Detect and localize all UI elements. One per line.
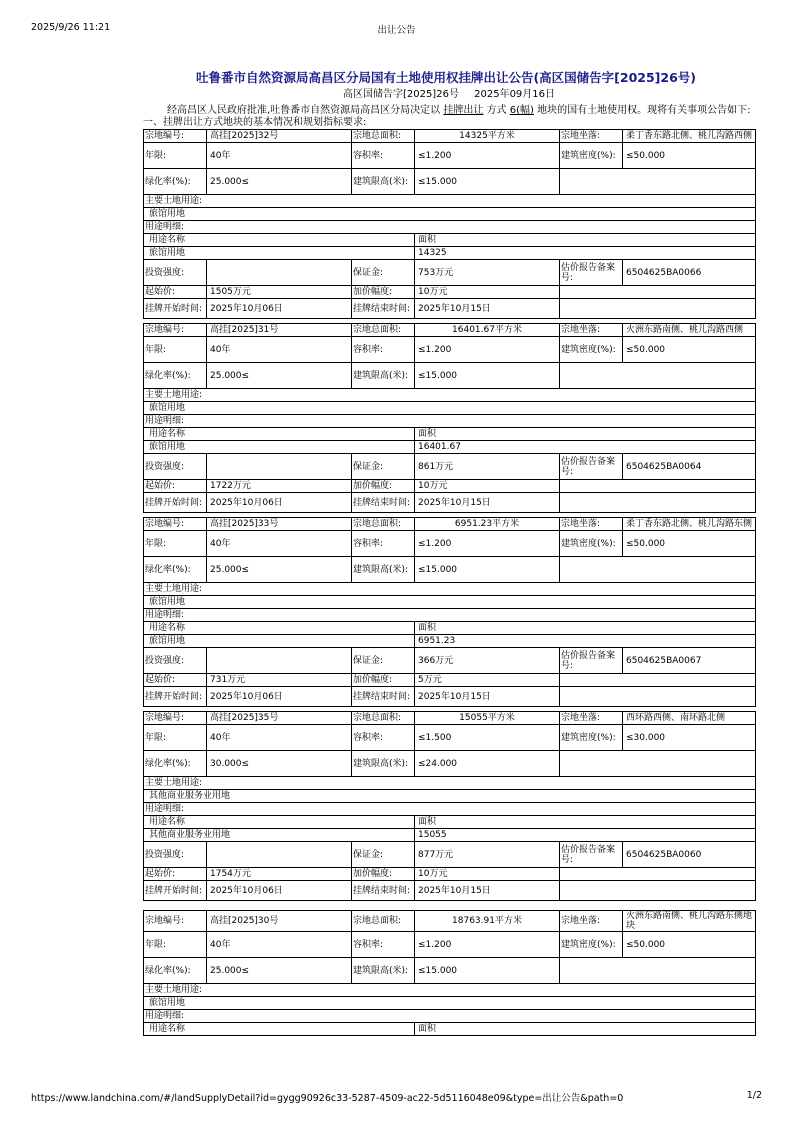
label-location: 宗地坐落: [560, 324, 623, 337]
print-datetime: 2025/9/26 11:21 [31, 22, 111, 33]
label-height: 建筑限高(米): [352, 557, 415, 583]
parcel-table [143, 129, 756, 319]
label-parcel-no: 宗地编号: [144, 911, 207, 932]
total-area: 6951.23平方米 [415, 518, 560, 531]
listing-start: 2025年10月06日 [207, 687, 352, 707]
label-total-area: 宗地总面积: [352, 911, 415, 932]
height: ≤15.000 [415, 363, 560, 389]
label-area: 面积 [415, 816, 756, 829]
main-use: 旅馆用地 [144, 997, 756, 1010]
label-appraisal: 估价报告备案号: [560, 842, 623, 868]
label-start-price: 起始价: [144, 674, 207, 687]
term: 40年 [207, 932, 352, 958]
label-parcel-no: 宗地编号: [144, 130, 207, 143]
label-location: 宗地坐落: [560, 130, 623, 143]
label-green: 绿化率(%): [144, 557, 207, 583]
label-listing-start: 挂牌开始时间: [144, 881, 207, 901]
investment [207, 842, 352, 868]
label-listing-end: 挂牌结束时间: [352, 493, 415, 513]
intro-count: 6(幅) [509, 105, 534, 116]
height: ≤15.000 [415, 169, 560, 195]
listing-end: 2025年10月15日 [415, 299, 560, 319]
label-listing-end: 挂牌结束时间: [352, 299, 415, 319]
empty-cell [560, 480, 756, 493]
appraisal: 6504625BA0060 [623, 842, 756, 868]
label-use-detail: 用途明细: [144, 609, 756, 622]
empty-cell [560, 674, 756, 687]
label-area: 面积 [415, 234, 756, 247]
page-number: 1/2 [746, 1090, 762, 1101]
label-start-price: 起始价: [144, 480, 207, 493]
investment [207, 454, 352, 480]
green: 25.000≤ [207, 557, 352, 583]
empty-cell [560, 299, 756, 319]
label-main-use: 主要土地用途: [144, 583, 756, 596]
label-area: 面积 [415, 622, 756, 635]
empty-cell [560, 687, 756, 707]
empty-cell [560, 286, 756, 299]
label-far: 容积率: [352, 531, 415, 557]
density: ≤50.000 [623, 143, 756, 169]
label-parcel-no: 宗地编号: [144, 518, 207, 531]
label-total-area: 宗地总面积: [352, 130, 415, 143]
height: ≤15.000 [415, 557, 560, 583]
label-green: 绿化率(%): [144, 751, 207, 777]
label-listing-start: 挂牌开始时间: [144, 299, 207, 319]
label-density: 建筑密度(%): [560, 932, 623, 958]
label-use-detail: 用途明细: [144, 415, 756, 428]
start-price: 1505万元 [207, 286, 352, 299]
label-increment: 加价幅度: [352, 868, 415, 881]
empty-cell [560, 557, 756, 583]
label-increment: 加价幅度: [352, 674, 415, 687]
use-area: 14325 [415, 247, 756, 260]
green: 25.000≤ [207, 363, 352, 389]
label-height: 建筑限高(米): [352, 751, 415, 777]
deposit: 366万元 [415, 648, 560, 674]
parcel-no: 高挂[2025]33号 [207, 518, 352, 531]
label-use-name: 用途名称 [144, 816, 415, 829]
parcel-table [143, 323, 756, 513]
far: ≤1.200 [415, 531, 560, 557]
parcel-table [143, 711, 756, 901]
label-use-detail: 用途明细: [144, 221, 756, 234]
far: ≤1.500 [415, 725, 560, 751]
label-height: 建筑限高(米): [352, 363, 415, 389]
label-deposit: 保证金: [352, 260, 415, 286]
label-total-area: 宗地总面积: [352, 324, 415, 337]
location: 西环路西侧、南环路北侧 [623, 712, 756, 725]
height: ≤15.000 [415, 958, 560, 984]
listing-end: 2025年10月15日 [415, 881, 560, 901]
green: 30.000≤ [207, 751, 352, 777]
location: 柔丁香东路北侧、桃儿沟路西侧 [623, 130, 756, 143]
increment: 10万元 [415, 480, 560, 493]
label-term: 年限: [144, 337, 207, 363]
print-header [0, 22, 793, 36]
appraisal: 6504625BA0066 [623, 260, 756, 286]
main-use: 旅馆用地 [144, 402, 756, 415]
deposit: 877万元 [415, 842, 560, 868]
empty-cell [560, 169, 756, 195]
total-area: 14325平方米 [415, 130, 560, 143]
start-price: 731万元 [207, 674, 352, 687]
term: 40年 [207, 725, 352, 751]
label-listing-start: 挂牌开始时间: [144, 687, 207, 707]
notice-number: 高区国储告字[2025]26号 [342, 89, 459, 100]
density: ≤30.000 [623, 725, 756, 751]
intro-text-3: 地块的国有土地使用权。现将有关事项公告如下: [537, 105, 751, 116]
label-location: 宗地坐落: [560, 911, 623, 932]
main-use: 旅馆用地 [144, 208, 756, 221]
label-deposit: 保证金: [352, 648, 415, 674]
listing-end: 2025年10月15日 [415, 687, 560, 707]
start-price: 1722万元 [207, 480, 352, 493]
use-name: 其他商业服务业用地 [144, 829, 415, 842]
label-use-name: 用途名称 [144, 1023, 415, 1036]
label-listing-start: 挂牌开始时间: [144, 493, 207, 513]
deposit: 861万元 [415, 454, 560, 480]
label-density: 建筑密度(%): [560, 337, 623, 363]
intro-text-2: 方式 [486, 105, 507, 116]
notice-title: 吐鲁番市自然资源局高昌区分局国有土地使用权挂牌出让公告(高区国储告字[2025]26号) [195, 70, 697, 85]
label-main-use: 主要土地用途: [144, 777, 756, 790]
label-listing-end: 挂牌结束时间: [352, 687, 415, 707]
listing-start: 2025年10月06日 [207, 299, 352, 319]
listing-start: 2025年10月06日 [207, 881, 352, 901]
label-parcel-no: 宗地编号: [144, 324, 207, 337]
label-deposit: 保证金: [352, 842, 415, 868]
label-density: 建筑密度(%): [560, 143, 623, 169]
label-deposit: 保证金: [352, 454, 415, 480]
label-increment: 加价幅度: [352, 286, 415, 299]
listing-end: 2025年10月15日 [415, 493, 560, 513]
investment [207, 648, 352, 674]
use-area: 16401.67 [415, 441, 756, 454]
label-total-area: 宗地总面积: [352, 518, 415, 531]
main-use: 其他商业服务业用地 [144, 790, 756, 803]
parcel-table [143, 910, 756, 1036]
label-green: 绿化率(%): [144, 363, 207, 389]
label-use-name: 用途名称 [144, 622, 415, 635]
label-use-detail: 用途明细: [144, 803, 756, 816]
use-name: 旅馆用地 [144, 441, 415, 454]
label-main-use: 主要土地用途: [144, 389, 756, 402]
label-far: 容积率: [352, 143, 415, 169]
empty-cell [560, 881, 756, 901]
label-density: 建筑密度(%): [560, 725, 623, 751]
label-far: 容积率: [352, 725, 415, 751]
listing-start: 2025年10月06日 [207, 493, 352, 513]
appraisal: 6504625BA0064 [623, 454, 756, 480]
parcel-table [143, 517, 756, 707]
section-title: 一、挂牌出让方式地块的基本情况和规划指标要求: [143, 117, 367, 128]
parcel-list [143, 129, 755, 1036]
total-area: 16401.67平方米 [415, 324, 560, 337]
table-gap [143, 901, 755, 910]
empty-cell [560, 751, 756, 777]
empty-cell [560, 493, 756, 513]
investment [207, 260, 352, 286]
empty-cell [560, 363, 756, 389]
use-name: 旅馆用地 [144, 247, 415, 260]
notice-intro [143, 104, 755, 117]
notice-meta [143, 88, 755, 102]
label-use-name: 用途名称 [144, 428, 415, 441]
density: ≤50.000 [623, 932, 756, 958]
intro-method: 挂牌出让 [443, 105, 484, 116]
label-parcel-no: 宗地编号: [144, 712, 207, 725]
use-name: 旅馆用地 [144, 635, 415, 648]
label-height: 建筑限高(米): [352, 169, 415, 195]
label-investment: 投资强度: [144, 842, 207, 868]
label-height: 建筑限高(米): [352, 958, 415, 984]
empty-cell [560, 868, 756, 881]
label-term: 年限: [144, 531, 207, 557]
main-use: 旅馆用地 [144, 596, 756, 609]
label-area: 面积 [415, 1023, 756, 1036]
label-use-name: 用途名称 [144, 234, 415, 247]
parcel-no: 高挂[2025]32号 [207, 130, 352, 143]
appraisal: 6504625BA0067 [623, 648, 756, 674]
total-area: 18763.91平方米 [415, 911, 560, 932]
increment: 10万元 [415, 868, 560, 881]
parcel-no: 高挂[2025]31号 [207, 324, 352, 337]
notice-content [143, 70, 755, 1036]
label-main-use: 主要土地用途: [144, 984, 756, 997]
density: ≤50.000 [623, 531, 756, 557]
label-density: 建筑密度(%): [560, 531, 623, 557]
label-listing-end: 挂牌结束时间: [352, 881, 415, 901]
label-far: 容积率: [352, 337, 415, 363]
label-main-use: 主要土地用途: [144, 195, 756, 208]
term: 40年 [207, 337, 352, 363]
location: 火洲东路南侧、桃儿沟路西侧 [623, 324, 756, 337]
location: 火洲东路南侧、桃儿沟路东侧地块 [623, 911, 756, 932]
term: 40年 [207, 531, 352, 557]
label-location: 宗地坐落: [560, 518, 623, 531]
density: ≤50.000 [623, 337, 756, 363]
label-investment: 投资强度: [144, 260, 207, 286]
label-investment: 投资强度: [144, 648, 207, 674]
label-appraisal: 估价报告备案号: [560, 648, 623, 674]
height: ≤24.000 [415, 751, 560, 777]
far: ≤1.200 [415, 932, 560, 958]
label-location: 宗地坐落: [560, 712, 623, 725]
label-increment: 加价幅度: [352, 480, 415, 493]
label-green: 绿化率(%): [144, 958, 207, 984]
empty-cell [560, 958, 756, 984]
increment: 10万元 [415, 286, 560, 299]
green: 25.000≤ [207, 958, 352, 984]
use-area: 6951.23 [415, 635, 756, 648]
label-appraisal: 估价报告备案号: [560, 454, 623, 480]
label-term: 年限: [144, 725, 207, 751]
print-title: 出让公告 [377, 25, 416, 36]
label-term: 年限: [144, 932, 207, 958]
start-price: 1754万元 [207, 868, 352, 881]
label-term: 年限: [144, 143, 207, 169]
label-appraisal: 估价报告备案号: [560, 260, 623, 286]
use-area: 15055 [415, 829, 756, 842]
increment: 5万元 [415, 674, 560, 687]
far: ≤1.200 [415, 337, 560, 363]
parcel-no: 高挂[2025]35号 [207, 712, 352, 725]
notice-date: 2025年09月16日 [474, 89, 556, 100]
location: 柔丁香东路北侧、桃儿沟路东侧 [623, 518, 756, 531]
page-url: https://www.landchina.com/#/landSupplyDetail?id=gygg90926c33-5287-4509-ac22-5d5116048e09&type=出让公告&path=0 [31, 1093, 624, 1104]
label-area: 面积 [415, 428, 756, 441]
parcel-no: 高挂[2025]30号 [207, 911, 352, 932]
intro-text-1: 经高昌区人民政府批准,吐鲁番市自然资源局高昌区分局决定以 [167, 105, 441, 116]
total-area: 15055平方米 [415, 712, 560, 725]
label-start-price: 起始价: [144, 286, 207, 299]
deposit: 753万元 [415, 260, 560, 286]
label-start-price: 起始价: [144, 868, 207, 881]
label-use-detail: 用途明细: [144, 1010, 756, 1023]
far: ≤1.200 [415, 143, 560, 169]
term: 40年 [207, 143, 352, 169]
label-investment: 投资强度: [144, 454, 207, 480]
label-total-area: 宗地总面积: [352, 712, 415, 725]
label-green: 绿化率(%): [144, 169, 207, 195]
label-far: 容积率: [352, 932, 415, 958]
green: 25.000≤ [207, 169, 352, 195]
